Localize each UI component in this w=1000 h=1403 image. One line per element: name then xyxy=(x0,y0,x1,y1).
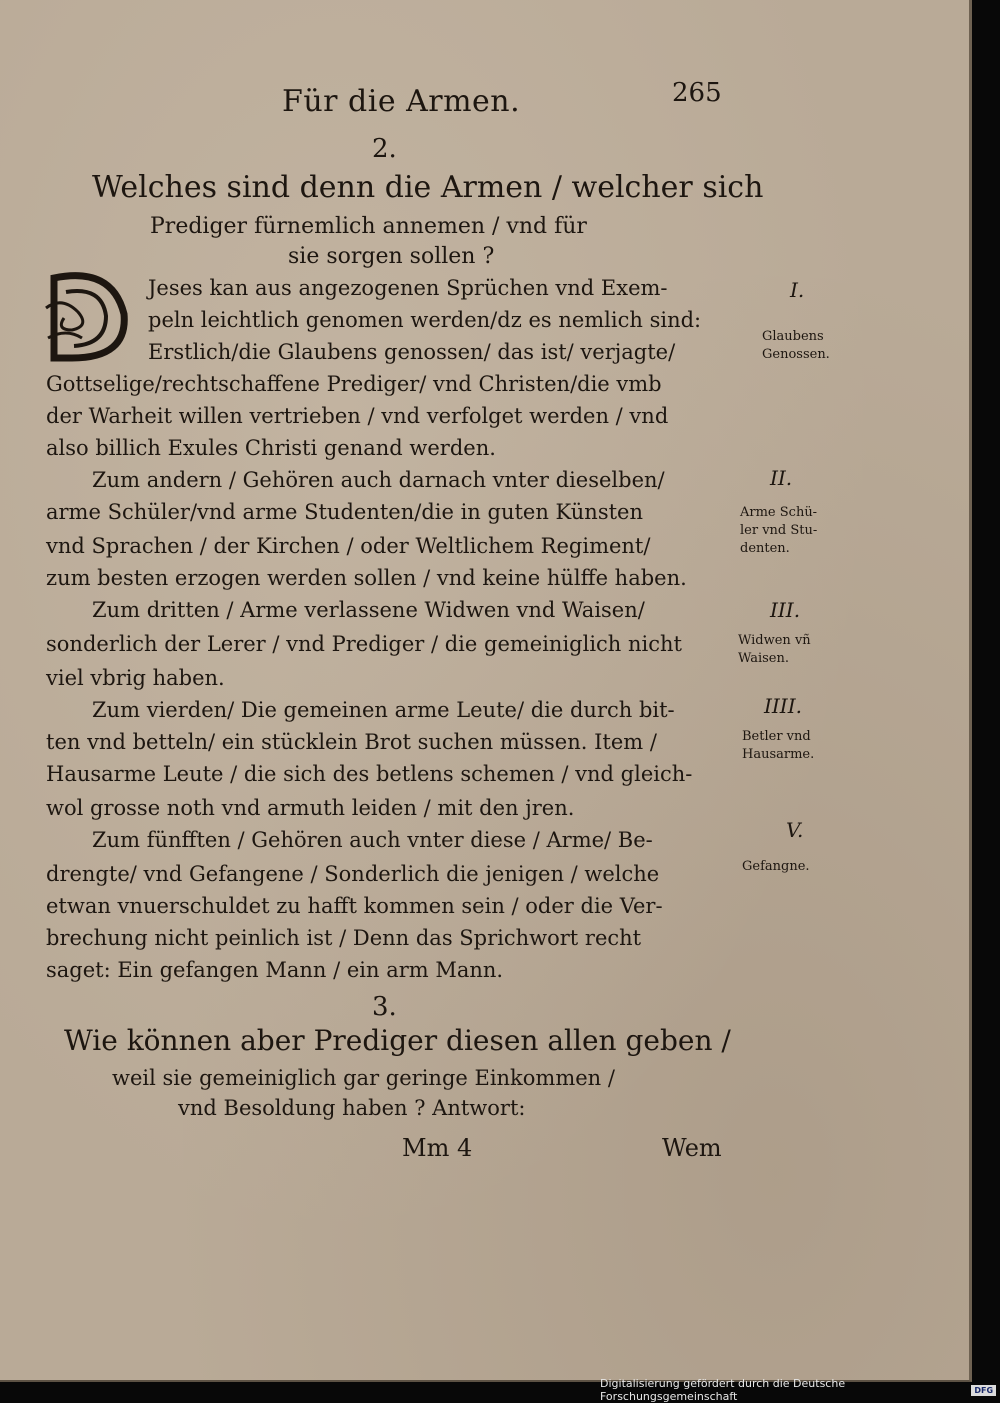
margin-note-line: Widwen vñ xyxy=(738,633,811,648)
margin-note-line: Waisen. xyxy=(738,651,790,666)
margin-note-line: denten. xyxy=(740,541,790,556)
body-line: der Warheit willen vertrieben / vnd verfolget werden / vnd xyxy=(46,404,669,428)
question-heading-line: weil sie gemeiniglich gar geringe Einkommen / xyxy=(112,1066,615,1090)
question-heading-line: Wie können aber Prediger diesen allen geben / xyxy=(64,1024,731,1057)
body-line: Zum andern / Gehören auch darnach vnter dieselben/ xyxy=(92,468,665,492)
body-line: peln leichtlich genomen werden/dz es nemlich sind: xyxy=(148,308,702,332)
margin-note-line: Hausarme. xyxy=(742,747,815,762)
margin-numeral: IIII. xyxy=(764,694,802,718)
dfg-logo-icon xyxy=(971,1385,996,1396)
body-line: etwan vnuerschuldet zu hafft kommen sein / oder die Ver- xyxy=(46,894,663,918)
body-line: Hausarme Leute / die sich des betlens schemen / vnd gleich- xyxy=(46,762,693,786)
question-number: 2. xyxy=(372,134,397,164)
dfg-logo-text: DFG xyxy=(974,1385,994,1395)
margin-note-line: Glaubens xyxy=(762,329,824,344)
margin-numeral: I. xyxy=(790,278,805,302)
margin-note xyxy=(762,328,830,364)
margin-note xyxy=(738,632,811,668)
question-heading-line: Prediger fürnemlich annemen / vnd für xyxy=(150,214,587,239)
body-line: wol grosse noth vnd armuth leiden / mit den jren. xyxy=(46,796,575,820)
margin-note-line: Gefangne. xyxy=(742,859,810,874)
body-line: viel vbrig haben. xyxy=(46,666,225,690)
margin-note-line: Genossen. xyxy=(762,347,830,362)
running-title: Für die Armen. xyxy=(282,84,521,119)
body-line: brechung nicht peinlich ist / Denn das Sprichwort recht xyxy=(46,926,642,950)
funding-text: Digitalisierung gefördert durch die Deutsche Forschungsgemeinschaft xyxy=(600,1377,846,1403)
body-line: also billich Exules Christi genand werden. xyxy=(46,436,496,460)
margin-note xyxy=(742,728,814,764)
margin-numeral: V. xyxy=(786,818,804,842)
question-heading-line: vnd Besoldung haben ? Antwort: xyxy=(178,1096,526,1120)
signature-mark: Mm 4 xyxy=(402,1134,473,1162)
margin-note-line: Betler vnd xyxy=(742,729,811,744)
body-line: Erstlich/die Glaubens genossen/ das ist/ verjagte/ xyxy=(148,340,676,364)
question-heading-line: sie sorgen sollen ? xyxy=(288,244,495,269)
page-number: 265 xyxy=(672,78,722,108)
funding-notice xyxy=(600,1377,1000,1403)
body-line: Jeses kan aus angezogenen Sprüchen vnd Exem- xyxy=(148,276,668,300)
body-line: drengte/ vnd Gefangene / Sonderlich die jenigen / welche xyxy=(46,862,660,886)
body-line: Zum dritten / Arme verlassene Widwen vnd Waisen/ xyxy=(92,598,645,622)
margin-note xyxy=(742,858,810,876)
body-line: zum besten erzogen werden sollen / vnd keine hülffe haben. xyxy=(46,566,687,590)
question-heading-line: Welches sind denn die Armen / welcher sich xyxy=(92,170,764,205)
body-line: Zum vierden/ Die gemeinen arme Leute/ die durch bit- xyxy=(92,698,675,722)
body-line: Gottselige/rechtschaffene Prediger/ vnd Christen/die vmb xyxy=(46,372,662,396)
body-line: sonderlich der Lerer / vnd Prediger / die gemeiniglich nicht xyxy=(46,632,682,656)
margin-numeral: III. xyxy=(770,598,801,622)
margin-note xyxy=(740,504,817,558)
margin-note-line: Arme Schü- xyxy=(740,505,818,520)
ornamental-drop-cap-d-icon xyxy=(42,268,132,364)
body-line: arme Schüler/vnd arme Studenten/die in guten Künsten xyxy=(46,500,643,524)
margin-numeral: II. xyxy=(770,466,793,490)
body-line: vnd Sprachen / der Kirchen / oder Weltlichem Regiment/ xyxy=(46,534,651,558)
question-number: 3. xyxy=(372,992,397,1022)
body-line: Zum fünfften / Gehören auch vnter diese / Arme/ Be- xyxy=(92,828,653,852)
body-line: saget: Ein gefangen Mann / ein arm Mann. xyxy=(46,958,504,982)
catchword: Wem xyxy=(662,1134,722,1162)
body-line: ten vnd betteln/ ein stücklein Brot suchen müssen. Item / xyxy=(46,730,657,754)
margin-note-line: ler vnd Stu- xyxy=(740,523,818,538)
